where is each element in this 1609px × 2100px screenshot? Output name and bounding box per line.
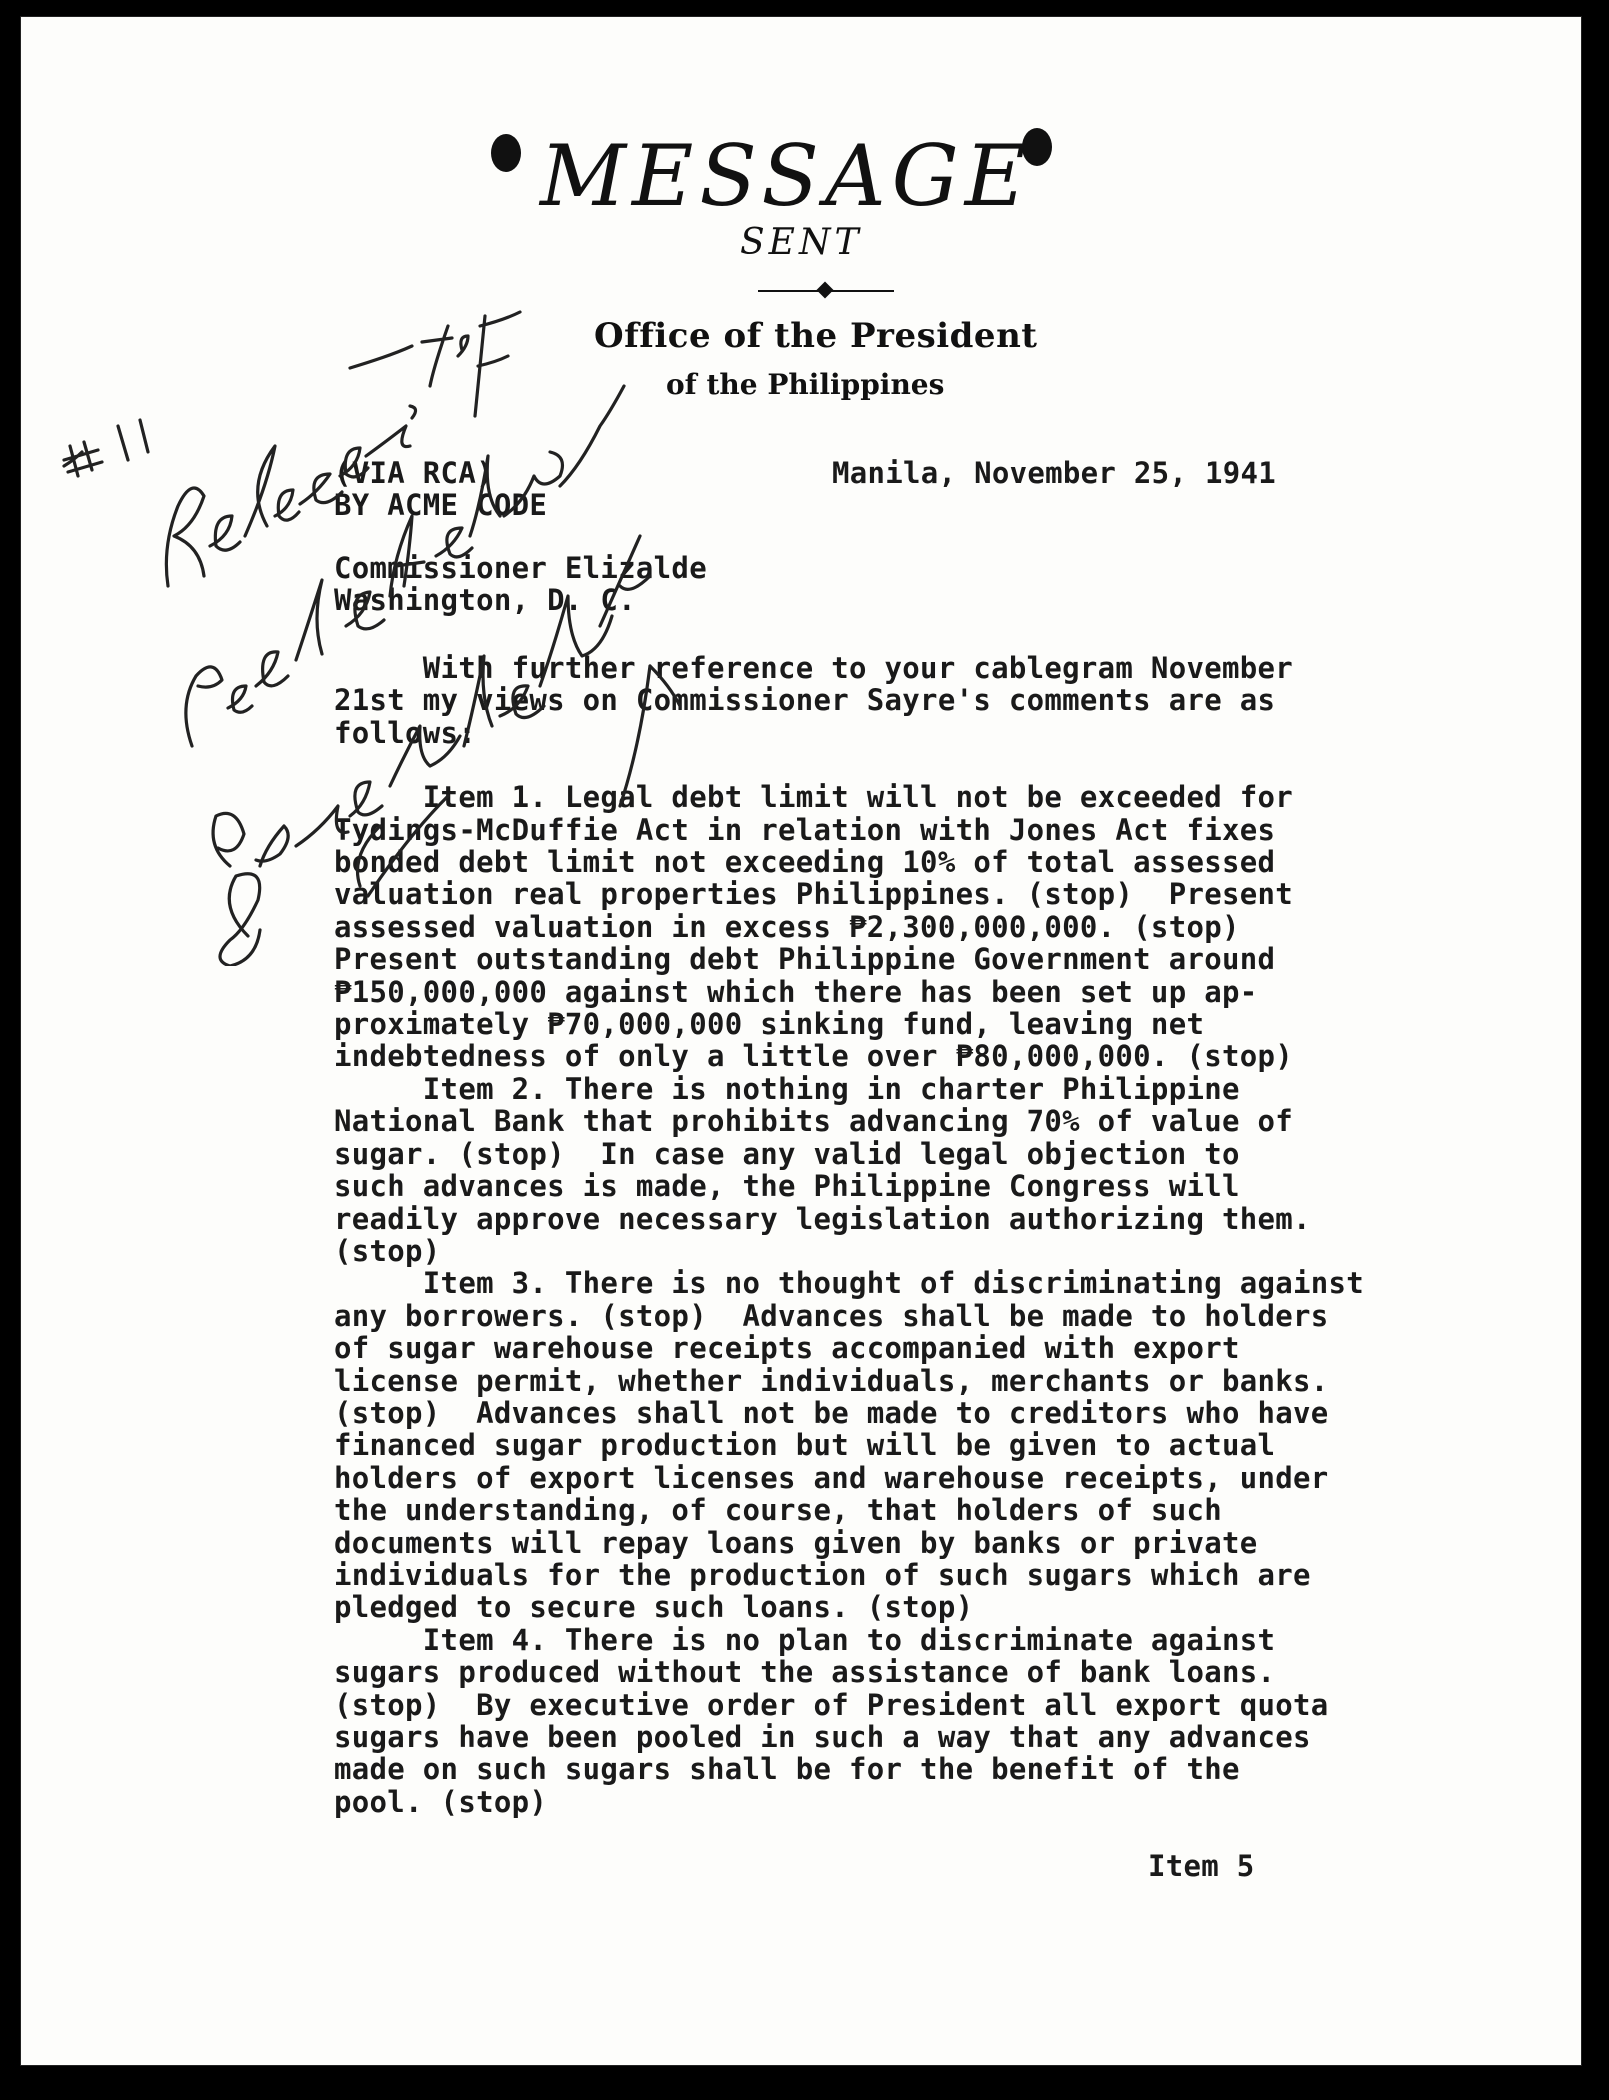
office-country: of the Philippines [666, 368, 945, 401]
date-line: Manila, November 25, 1941 [832, 456, 1276, 490]
code-line: BY ACME CODE [334, 488, 548, 522]
recipient-name: Commissioner Elizalde [334, 551, 707, 585]
intro-paragraph: With further reference to your cablegram November 21st my views on Commissioner Sayre's comments are as follows: [334, 651, 1294, 750]
item-2-paragraph: Item 2. There is nothing in charter Philippine National Bank that prohibits advancing 70% of value of sugar. (stop) In case any valid legal objection to such advances is made, the Philippine Congress will readily approve necessary legislation authorizing them. (stop) [334, 1071, 1311, 1268]
handwritten-annotation [60, 246, 700, 966]
letterhead-subtitle: SENT [740, 222, 863, 263]
office-name: Office of the President [594, 316, 1038, 356]
document-page [20, 16, 1582, 2066]
letterhead-title: MESSAGE [540, 127, 1033, 225]
divider-ornament [817, 282, 834, 299]
item-1-paragraph: Item 1. Legal debt limit will not be exceeded for Tydings-McDuffie Act in relation with Jones Act fixes bonded debt limit not exceeding 10% of total assessed valuation real properties Philippines. (stop) Present assessed valuation in excess ₱2,300,000,000. (stop) Present outstanding debt Philippine Government around ₱150,000,000 against which there has been set up ap- proximately ₱70,000,000 sinking fund, leaving net indebtedness of only a little over ₱80,000,000. (stop) [334, 780, 1294, 1074]
punch-hole [491, 134, 521, 172]
item-4-paragraph: Item 4. There is no plan to discriminate against sugars produced without the assistance of bank loans. (stop) By executive order of President all export quota sugars have been pooled in such a way that any advances made on such sugars shall be for the benefit of the pool. (stop) [334, 1622, 1329, 1819]
transmission-route: (VIA RCA) [334, 456, 494, 490]
continuation-marker: Item 5 [1148, 1849, 1255, 1883]
item-3-paragraph: Item 3. There is no thought of discriminating against any borrowers. (stop) Advances shall be made to holders of sugar warehouse receipts accompanied with export license permit, whether individuals, merchants or banks. (stop) Advances shall not be made to creditors who have financed sugar production but will be given to actual holders of export licenses and warehouse receipts, under the understanding, of course, that holders of such documents will repay loans given by banks or private individuals for the production of such sugars which are pledged to secure such loans. (stop) [334, 1266, 1365, 1625]
recipient-place: Washington, D. C. [334, 583, 636, 617]
